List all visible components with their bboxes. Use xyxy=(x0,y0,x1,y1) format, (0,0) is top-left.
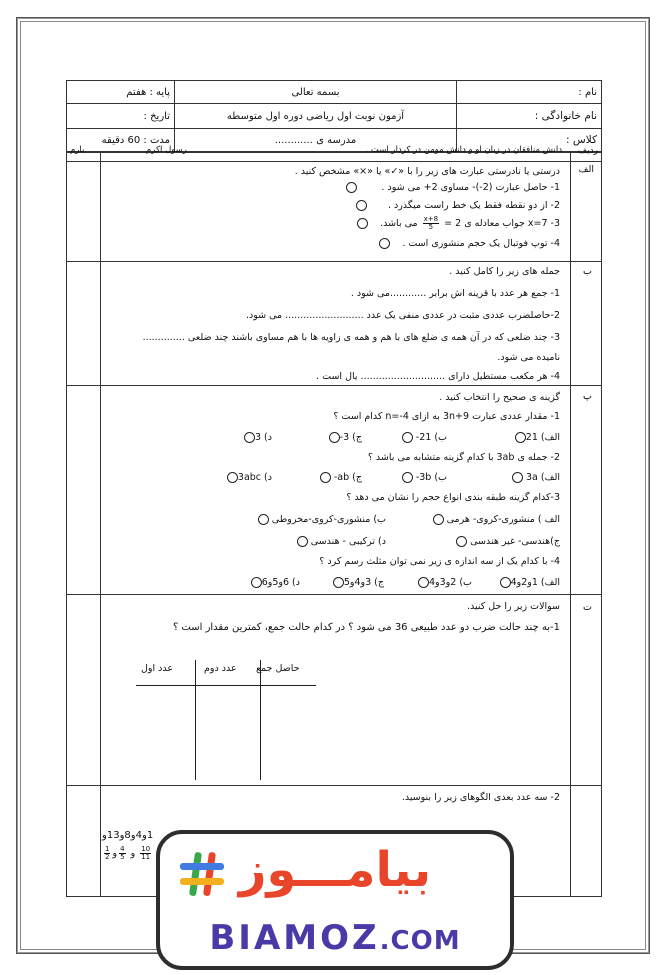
pe-q3-opt-d xyxy=(297,536,386,547)
alef-q3-suffix: می باشد. xyxy=(380,218,418,229)
answer-table-header-line xyxy=(136,685,316,686)
option-label: ب) 2و3و4 xyxy=(429,577,472,588)
separator: و xyxy=(130,848,136,859)
fraction-numerator: 1 xyxy=(105,845,110,853)
pe-q2-opt-d xyxy=(227,472,272,483)
bismillah: بسمه تعالی xyxy=(291,86,340,98)
section-pe-label: پ xyxy=(583,391,592,402)
option-circle[interactable] xyxy=(418,577,429,588)
school-name: مدرسه ی ............ xyxy=(274,134,357,146)
pe-q2-opt-a xyxy=(512,472,560,483)
pe-q4: 4- با کدام یک از سه اندازه ی زیر نمی توان مثلث رسم کرد ؟ xyxy=(319,556,560,567)
option-label: ب) منشوری-کروی-مخروطی xyxy=(271,514,386,525)
alef-q1 xyxy=(346,182,560,193)
pe-q3-opt-c xyxy=(456,536,560,547)
score-header: بارم xyxy=(70,145,85,155)
option-circle[interactable] xyxy=(320,472,331,483)
sequence-1: 1و4و8و13و xyxy=(102,830,154,841)
alef-q3-text: 3- x=7 جواب معادله ی 2 = xyxy=(444,218,560,229)
grade-cell xyxy=(66,80,175,104)
divider-pe xyxy=(66,594,602,595)
fraction-denominator: 5 xyxy=(120,853,125,861)
pe-q3-opt-b xyxy=(258,514,386,525)
questions-table xyxy=(66,145,602,897)
seq2-fraction-3 xyxy=(140,846,151,861)
date-cell xyxy=(66,103,175,129)
option-circle[interactable] xyxy=(329,432,340,443)
option-label: ج) ab- xyxy=(333,472,362,483)
option-circle[interactable] xyxy=(402,472,413,483)
seq2-fraction-1 xyxy=(104,846,110,861)
pe-q3-opt-a xyxy=(433,514,560,525)
option-label: ب) 3b- xyxy=(415,472,447,483)
option-label: د) 3 xyxy=(254,432,272,443)
pe-q1-opt-a xyxy=(515,432,560,443)
pe-q3: 3-کدام گزینه طبقه بندی انواع حجم را نشان می دهد ؟ xyxy=(346,492,560,503)
option-label: د) 3abc xyxy=(237,472,272,483)
option-circle[interactable] xyxy=(333,577,344,588)
hadith-quote: دانش منافقان در زبان او و دانش مومن در کردار است . xyxy=(365,145,562,155)
answer-circle[interactable] xyxy=(346,182,357,193)
separator: و xyxy=(112,848,118,859)
option-circle[interactable] xyxy=(500,577,511,588)
pe-q4-opt-c xyxy=(333,577,384,588)
section-be-label: ب xyxy=(583,266,592,277)
option-circle[interactable] xyxy=(515,432,526,443)
fraction-numerator: 10 xyxy=(141,845,151,853)
pe-q2-opt-b xyxy=(402,472,447,483)
alef-q1-text: 1- حاصل عبارت (2-)- مساوی 2+ می شود . xyxy=(381,182,560,193)
grade: پایه : هفتم xyxy=(126,86,170,98)
exam-title-cell xyxy=(174,103,457,129)
be-q3-cont: نامیده می شود. xyxy=(497,352,560,363)
pe-q1: 1- مقدار عددی عبارت 3n+9 به ازای n=-4 کدام است ؟ xyxy=(333,411,560,422)
biamoz-watermark xyxy=(156,830,514,970)
option-label: ج)هندسی- غیر هندسی xyxy=(470,536,560,547)
option-label: ج) 3و4و5 xyxy=(343,577,384,588)
answer-table-col-line xyxy=(195,660,196,780)
option-circle[interactable] xyxy=(433,514,444,525)
option-circle[interactable] xyxy=(297,536,308,547)
fraction-denominator: 11 xyxy=(141,853,151,861)
pe-q1-opt-c xyxy=(329,432,362,443)
col-sum-header: حاصل جمع xyxy=(256,663,300,674)
logo-domain: .COM xyxy=(379,926,461,956)
logo-brand: BIAMOZ xyxy=(209,918,380,958)
logo-persian-text: بیامـــوز xyxy=(238,842,432,898)
alef-q3 xyxy=(357,216,560,231)
answer-circle[interactable] xyxy=(356,200,367,211)
answer-circle[interactable] xyxy=(379,238,390,249)
be-q1: 1- جمع هر عدد با قرینه اش برابر ............می شود . xyxy=(350,288,560,299)
seq2-fraction-2 xyxy=(119,846,125,861)
row-header: ردیف xyxy=(577,146,598,156)
option-label: ب) 21- xyxy=(415,432,447,443)
option-circle[interactable] xyxy=(227,472,238,483)
fraction-denominator: 2 xyxy=(105,853,110,861)
option-circle[interactable] xyxy=(456,536,467,547)
be-q3: 3- چند ضلعی که در آن همه ی ضلع های با هم و همه ی زاویه ها با هم مساوی باشند چند ضلعی .............. xyxy=(142,332,560,343)
divider-be xyxy=(66,385,602,386)
col-first-header: عدد اول xyxy=(141,663,174,674)
option-circle[interactable] xyxy=(244,432,255,443)
option-circle[interactable] xyxy=(512,472,523,483)
fraction-numerator: x+8 xyxy=(423,215,439,223)
option-circle[interactable] xyxy=(251,577,262,588)
te-q2: 2- سه عدد بعدی الگوهای زیر را بنوسید. xyxy=(401,792,560,803)
option-label: الف ) منشوری-کروی- هرمی xyxy=(446,514,560,525)
section-te-label: ت xyxy=(583,602,592,613)
sequence-2 xyxy=(102,846,153,861)
alef-q3-fraction xyxy=(423,216,439,231)
alef-q4-text: 4- توپ فوتبال یک حجم منشوری است . xyxy=(402,238,560,249)
col-second-header: عدد دوم xyxy=(204,663,237,674)
answer-table-col-line xyxy=(260,660,261,780)
divider-te1 xyxy=(66,785,602,786)
option-circle[interactable] xyxy=(258,514,269,525)
date-label: تاریخ : xyxy=(143,110,170,122)
class-label: کلاس : xyxy=(566,134,597,146)
pe-q4-opt-b xyxy=(418,577,472,588)
pe-q2: 2- جمله ی 3ab با کدام گزینه متشابه می باشد ؟ xyxy=(367,452,560,463)
name-cell xyxy=(456,80,602,104)
option-label: ج) 3- xyxy=(339,432,362,443)
be-q4: 4- هر مکعب مستطیل دارای ............................ یال است . xyxy=(316,371,560,382)
section-alef-label: الف xyxy=(578,164,594,175)
option-label: د) 6و5و6 xyxy=(261,577,300,588)
pe-q1-opt-d xyxy=(244,432,272,443)
fraction-denominator: 5 xyxy=(428,223,434,231)
alef-q2 xyxy=(356,200,560,211)
fraction-numerator: 4 xyxy=(120,845,125,853)
option-label: الف) 1و2و4 xyxy=(510,577,560,588)
alef-intro: درستی یا نادرستی عبارت های زیر را با «✓» یا «×» مشخص کنید . xyxy=(294,166,560,177)
pe-intro: گزینه ی صحیح را انتخاب کنید . xyxy=(439,392,560,403)
exam-title: آزمون نوبت اول ریاضی دوره اول متوسطه xyxy=(226,110,405,122)
pe-q4-opt-d xyxy=(251,577,300,588)
alef-q2-text: 2- از دو نقطه فقط یک خط راست میگذرد . xyxy=(388,200,560,211)
header-divider xyxy=(66,161,602,162)
bismillah-cell xyxy=(174,80,457,104)
pe-q1-opt-b xyxy=(402,432,447,443)
answer-circle[interactable] xyxy=(357,218,368,229)
exam-header xyxy=(66,80,602,152)
te-intro: سوالات زیر را حل کنید. xyxy=(467,601,560,612)
logo-english-text xyxy=(160,918,510,958)
option-label: الف) 3a xyxy=(526,472,560,483)
be-intro: جمله های زیر را کامل کنید . xyxy=(449,266,560,277)
alef-q4 xyxy=(379,238,560,249)
te-q1: 1-به چند حالت ضرب دو عدد طبیعی 36 می شود ؟ در کدام حالت جمع، کمترین مقدار است ؟ xyxy=(172,622,560,633)
option-label: د) ترکیبی - هندسی xyxy=(310,536,386,547)
be-q2: 2-حاصلضرب عددی مثبت در عددی منفی یک عدد .......................... می شود. xyxy=(245,310,560,321)
family-cell xyxy=(456,103,602,129)
option-label: الف) 21 xyxy=(525,432,560,443)
duration: مدت : 60 دقیقه xyxy=(101,134,170,146)
divider-alef xyxy=(66,261,602,262)
family-label: نام خانوادگی : xyxy=(534,110,597,122)
name-label: نام : xyxy=(578,86,597,98)
option-circle[interactable] xyxy=(402,432,413,443)
pe-q2-opt-c xyxy=(320,472,362,483)
pe-q4-opt-a xyxy=(500,577,560,588)
hadith-source: رسول اکرم xyxy=(146,145,187,155)
